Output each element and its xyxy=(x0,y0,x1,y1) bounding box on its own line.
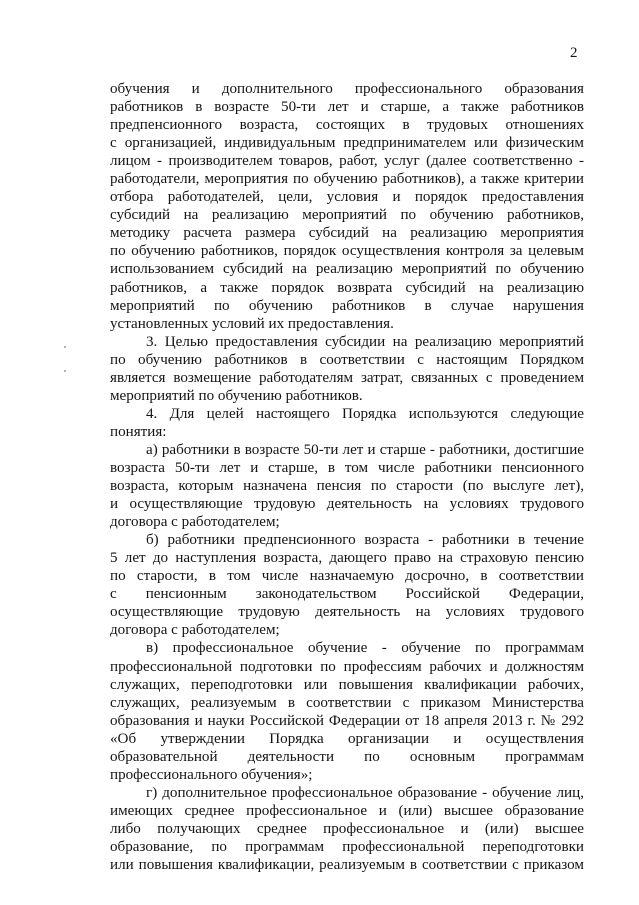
document-line: «Об утверждении Порядка организации и осуществления xyxy=(110,730,584,747)
document-line: служащих, реализуемым в соответствии с приказом Министерства xyxy=(110,694,584,711)
document-line: 4. Для целей настоящего Порядка используются следующие xyxy=(146,405,584,422)
scan-speck xyxy=(64,346,66,348)
document-line: б) работники предпенсионного возраста - работники в течение xyxy=(146,532,584,549)
document-line: лицом - производителем товаров, работ, услуг (далее соответственно - xyxy=(110,153,584,170)
document-line: использованием субсидий на реализацию мероприятий по обучению xyxy=(110,261,584,278)
document-line: с пенсионным законодательством Российской Федерации, xyxy=(110,586,584,603)
document-line: договора с работодателем; xyxy=(110,622,280,639)
document-line: служащих, переподготовки или повышения квалификации рабочих, xyxy=(110,676,584,693)
document-line: имеющих среднее профессиональное и (или) высшее образование xyxy=(110,802,584,819)
document-line: работников, а также порядок возврата субсидий на реализацию xyxy=(110,279,584,296)
document-line: в) профессиональное обучение - обучение по программам xyxy=(146,640,584,657)
document-line: г) дополнительное профессиональное образование - обучение лиц, xyxy=(146,784,584,801)
document-line: понятия: xyxy=(110,423,167,440)
document-line: осуществляющие трудовую деятельность на условиях трудового xyxy=(110,604,584,621)
document-line: по обучению работников в соответствии с настоящим Порядком xyxy=(110,351,584,368)
document-line: предпенсионного возраста, состоящих в трудовых отношениях xyxy=(110,117,584,134)
document-line: установленных условий их предоставления. xyxy=(110,315,394,332)
document-line: профессионального обучения»; xyxy=(110,766,313,783)
document-line: договора с работодателем; xyxy=(110,514,280,531)
document-line: возраста 50-ти лет и старше, в том числе работники пенсионного xyxy=(110,459,584,476)
document-line: профессиональной подготовки по профессиям рабочих и должностям xyxy=(110,658,584,675)
document-line: мероприятий по обучению работников. xyxy=(110,387,363,404)
document-line: по старости, в том числе назначаемую досрочно, в соответствии xyxy=(110,568,584,585)
document-line: образования и науки Российской Федерации от 18 апреля 2013 г. № 292 xyxy=(110,712,584,729)
document-line: образовательной деятельности по основным программам xyxy=(110,748,584,765)
document-line: мероприятий по обучению работников в случае нарушения xyxy=(110,297,584,314)
scan-speck xyxy=(64,370,66,372)
document-line: возраста, которым назначена пенсия по старости (по выслуге лет), xyxy=(110,478,584,495)
document-line: 3. Целью предоставления субсидии на реализацию мероприятий xyxy=(146,333,584,350)
document-line: субсидий на реализацию мероприятий по обучению работников, xyxy=(110,207,584,224)
document-line: с организацией, индивидуальным предпринимателем или физическим xyxy=(110,135,584,152)
document-line: обучения и дополнительного профессионального образования xyxy=(110,81,584,97)
document-line: работодатели, мероприятия по обучению работников), а также критерии xyxy=(110,171,584,188)
document-line: а) работники в возрасте 50-ти лет и старше - работники, достигшие xyxy=(146,441,584,458)
document-line: образование, по программам профессиональной переподготовки xyxy=(110,838,584,855)
document-body xyxy=(110,80,584,874)
document-line: методику расчета размера субсидий на реализацию мероприятия xyxy=(110,225,584,242)
document-line: и осуществляющие трудовую деятельность на условиях трудового xyxy=(110,496,584,513)
document-line: либо получающих среднее профессиональное и (или) высшее xyxy=(110,820,584,837)
document-line: работников в возрасте 50-ти лет и старше, а также работников xyxy=(110,99,584,116)
document-line: является возмещение работодателям затрат, связанных с проведением xyxy=(110,369,584,386)
document-line: отбора работодателей, цели, условия и порядок предоставления xyxy=(110,189,584,206)
document-line: по обучению работников, порядок осуществления контроля за целевым xyxy=(110,243,584,260)
page-number: 2 xyxy=(570,45,578,61)
document-line: или повышения квалификации, реализуемым в соответствии с приказом xyxy=(110,857,584,874)
document-line: 5 лет до наступления возраста, дающего право на страховую пенсию xyxy=(110,550,584,567)
